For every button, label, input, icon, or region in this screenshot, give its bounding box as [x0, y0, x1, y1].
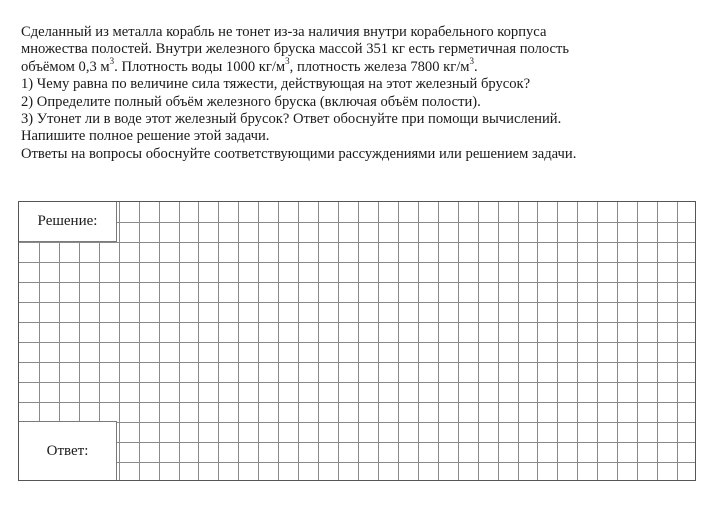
answer-label: Ответ: [19, 421, 117, 480]
superscript-cubed: 3 [109, 55, 115, 66]
water-density-text: . Плотность воды 1000 кг/м [114, 58, 286, 75]
cavity-volume-text: объёмом 0,3 м [21, 58, 110, 75]
problem-paragraph-line-2: множества полостей. Внутри железного бруска массой 351 кг есть герметичная полость [21, 41, 570, 58]
superscript-cubed: 3 [469, 55, 475, 66]
instruction-justify: Ответы на вопросы обоснуйте соответствующими рассуждениями или решением задачи. [21, 145, 577, 162]
question-2: 2) Определите полный объём железного бруска (включая объём полости). [21, 93, 481, 110]
instruction-full-solution: Напишите полное решение этой задачи. [21, 128, 270, 145]
problem-paragraph-line-1: Сделанный из металла корабль не тонет из-за наличия внутри корабельного корпуса [21, 24, 547, 40]
solution-label: Решение: [19, 202, 117, 242]
iron-density-text: , плотность железа 7800 кг/м [289, 58, 470, 75]
superscript-cubed: 3 [285, 55, 290, 66]
question-1: 1) Чему равна по величине сила тяжести, действующая на этот железный брусок? [21, 76, 531, 93]
answer-form[interactable] [18, 201, 696, 481]
problem-paragraph-line-3 [21, 55, 698, 76]
period: . [474, 58, 478, 75]
question-3: 3) Утонет ли в воде этот железный брусок? Ответ обоснуйте при помощи вычислений. [21, 111, 562, 128]
problem-text [21, 24, 698, 163]
answer-grid[interactable] [19, 202, 696, 481]
